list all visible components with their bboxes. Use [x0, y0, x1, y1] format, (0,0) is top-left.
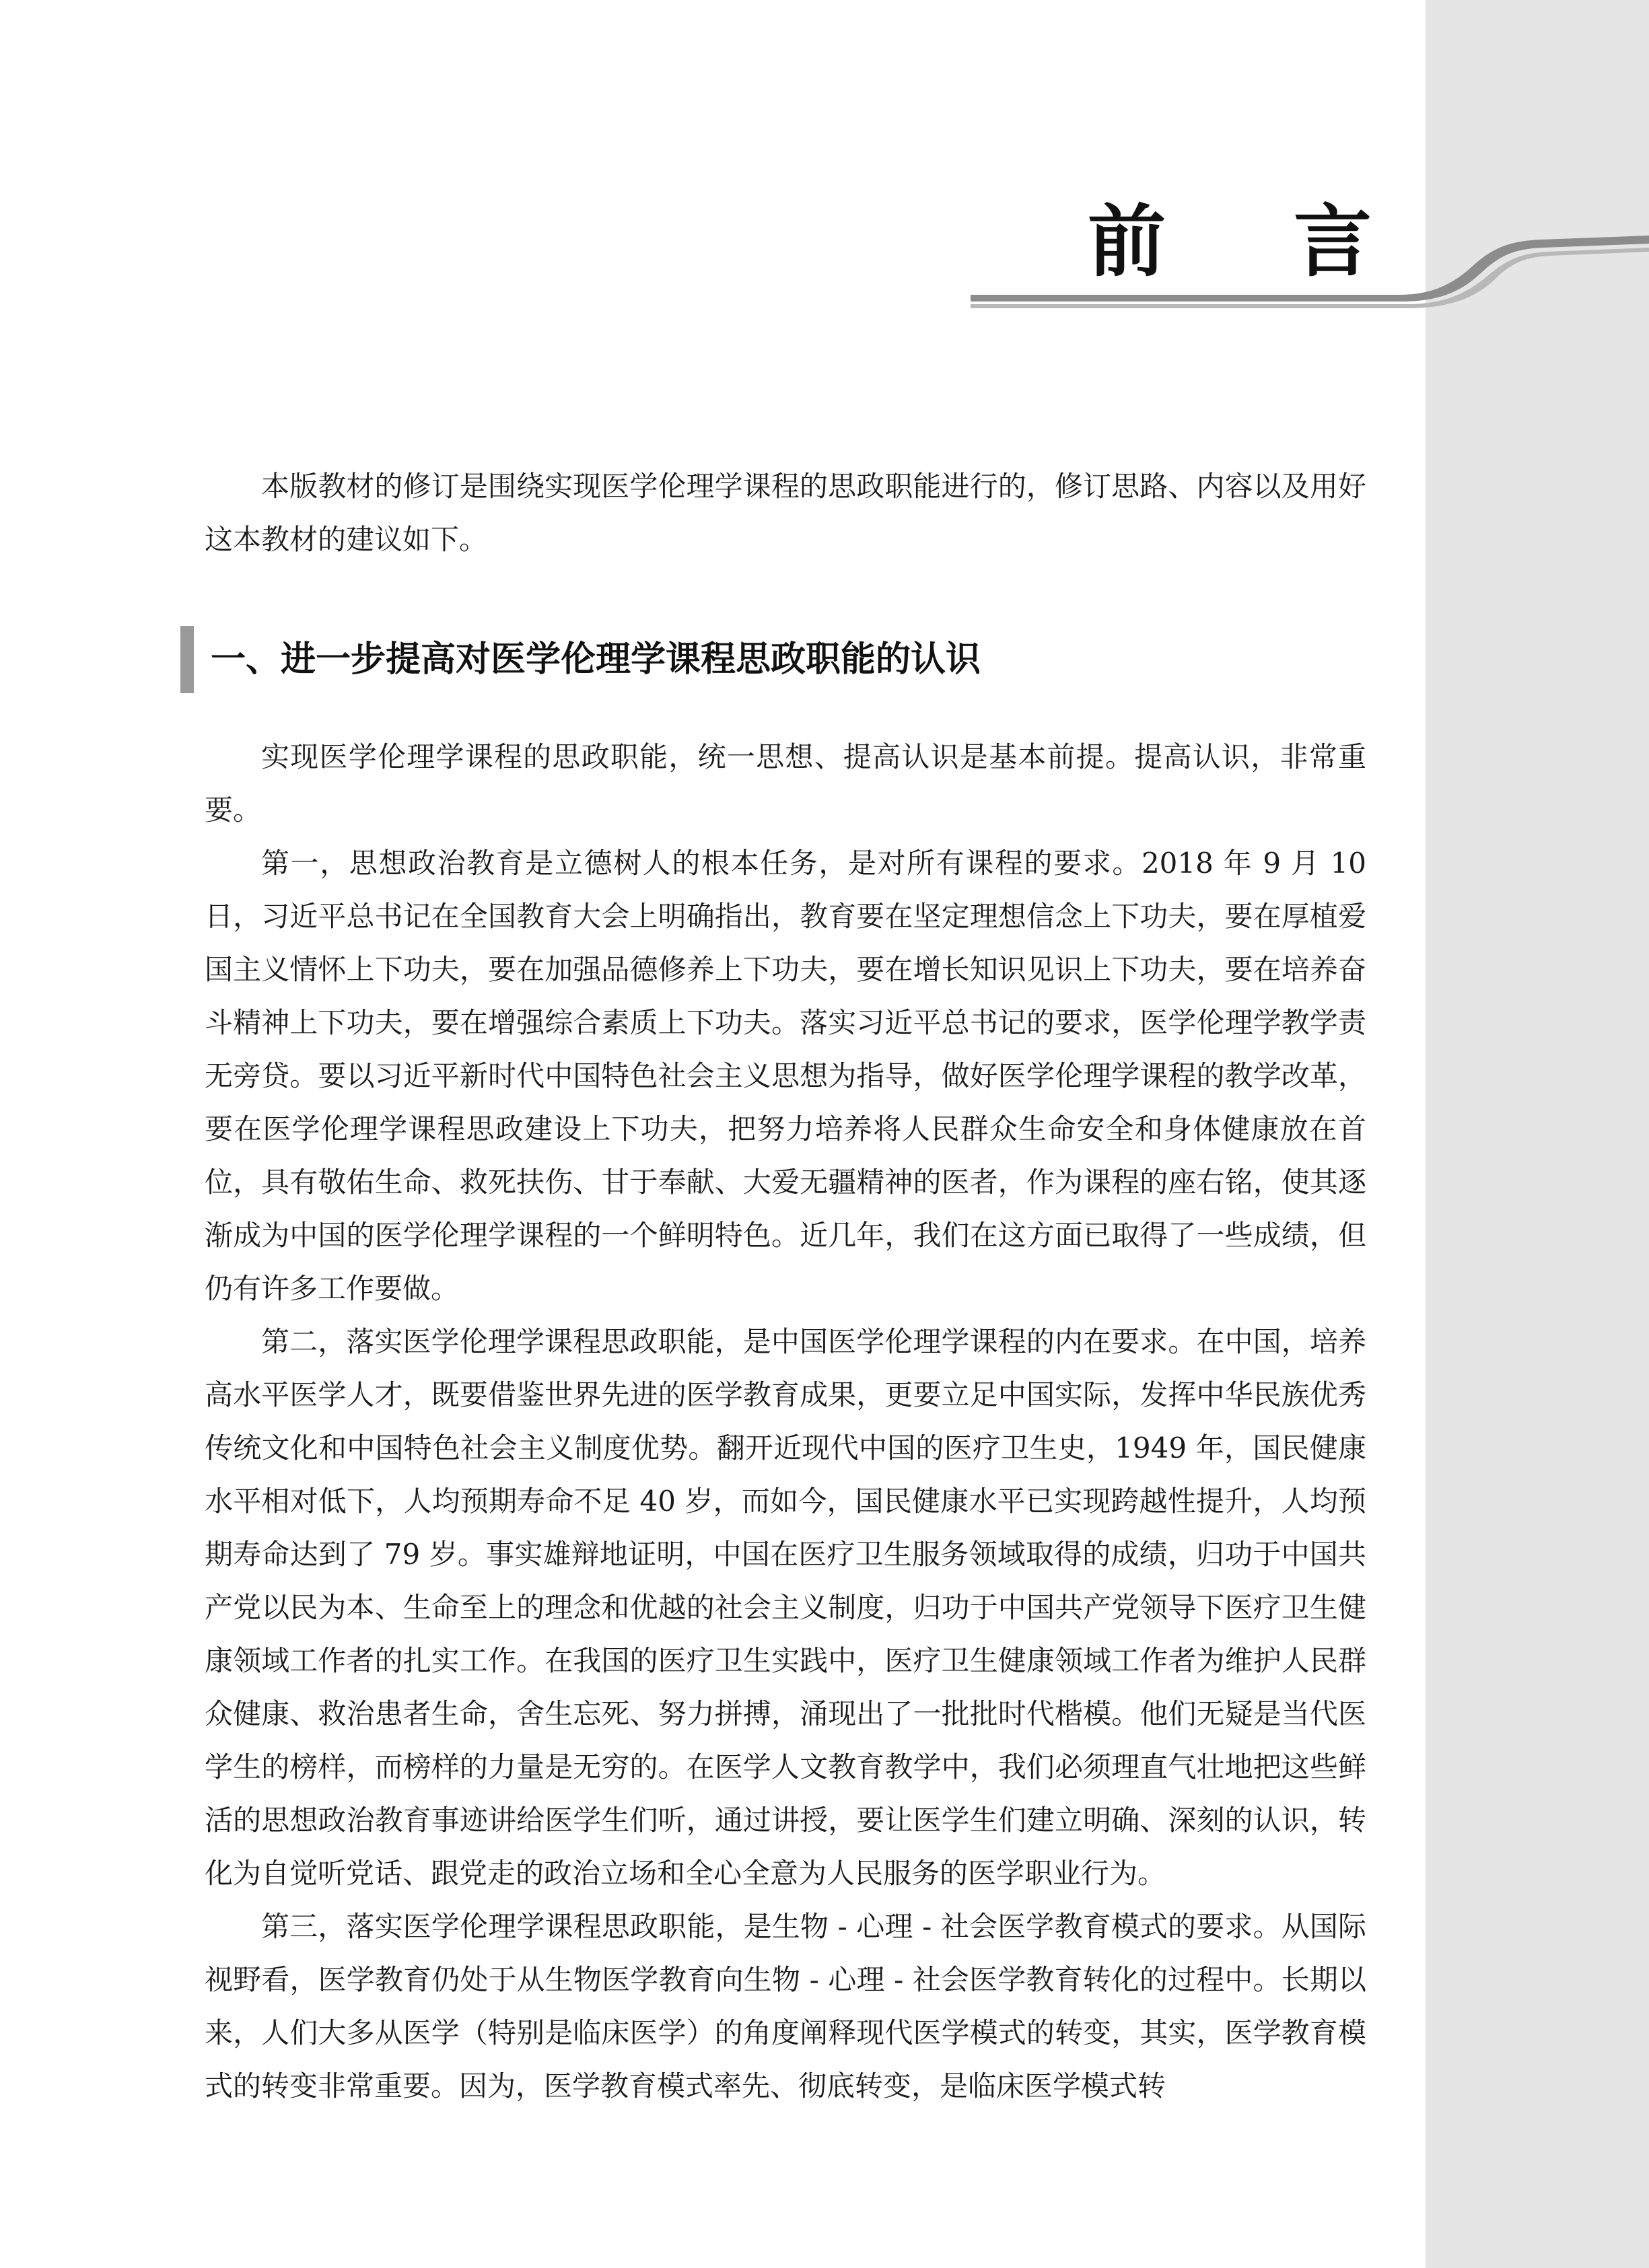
page-title: 前言 — [1088, 197, 1500, 287]
body-paragraph: 第二，落实医学伦理学课程思政职能，是中国医学伦理学课程的内在要求。在中国，培养高水平医学人才，既要借鉴世界先进的医学教育成果，更要立足中国实际，发挥中华民族优秀传统文化和中国特色社会主义制度优势。翻开近现代中国的医疗卫生史，1949 年，国民健康水平相对低下，人均预期寿命不足 40 岁，而如今，国民健康水平已实现跨越性提升，人均预期寿命达到了 79 岁。事实雄辩地证明，中国在医疗卫生服务领域取得的成绩，归功于中国共产党以民为本、生命至上的理念和优越的社会主义制度，归功于中国共产党领导下医疗卫生健康领域工作者的扎实工作。在我国的医疗卫生实践中，医疗卫生健康领域工作者为维护人民群众健康、救治患者生命，舍生忘死、努力拼搏，涌现出了一批批时代楷模。他们无疑是当代医学生的榜样，而榜样的力量是无穷的。在医学人文教育教学中，我们必须理直气壮地把这些鲜活的思想政治教育事迹讲给医学生们听，通过讲授，要让医学生们建立明确、深刻的认识，转化为自觉听党话、跟党走的政治立场和全心全意为人民服务的医学职业行为。 — [205, 1325, 1366, 1890]
section-heading-text: 一、进一步提高对医学伦理学课程思政职能的认识 — [211, 639, 981, 680]
title-block — [969, 182, 1649, 310]
section-heading-1 — [180, 626, 1365, 693]
body-paragraph: 实现医学伦理学课程的思政职能，统一思想、提高认识是基本前提。提高认识，非常重要。 — [205, 740, 1366, 826]
side-margin-strip — [1426, 0, 1649, 2268]
intro-section — [205, 460, 1366, 566]
intro-paragraph: 本版教材的修订是围绕实现医学伦理学课程的思政职能进行的，修订思路、内容以及用好这本教材的建议如下。 — [205, 470, 1366, 556]
body-paragraph: 第一，思想政治教育是立德树人的根本任务，是对所有课程的要求。2018 年 9 月 10 日，习近平总书记在全国教育大会上明确指出，教育要在坚定理想信念上下功夫，要在厚植爱国主义情怀上下功夫，要在加强品德修养上下功夫，要在增长知识见识上下功夫，要在培养奋斗精神上下功夫，要在增强综合素质上下功夫。落实习近平总书记的要求，医学伦理学教学责无旁贷。要以习近平新时代中国特色社会主义思想为指导，做好医学伦理学课程的教学改革，要在医学伦理学课程思政建设上下功夫，把努力培养将人民群众生命安全和身体健康放在首位，具有敬佑生命、救死扶伤、甘于奉献、大爱无疆精神的医者，作为课程的座右铭，使其逐渐成为中国的医学伦理学课程的一个鲜明特色。近几年，我们在这方面已取得了一些成绩，但仍有许多工作要做。 — [205, 847, 1366, 1305]
body-paragraph: 第三，落实医学伦理学课程思政职能，是生物 - 心理 - 社会医学教育模式的要求。从国际视野看，医学教育仍处于从生物医学教育向生物 - 心理 - 社会医学教育转化的过程中。长期以来，人们大多从医学（特别是临床医学）的角度阐释现代医学模式的转变，其实，医学教育模式的转变非常重要。因为，医学教育模式率先、彻底转变，是临床医学模式转 — [205, 1910, 1366, 2102]
section-1-body — [205, 730, 1366, 2113]
heading-accent-bar — [180, 626, 194, 693]
